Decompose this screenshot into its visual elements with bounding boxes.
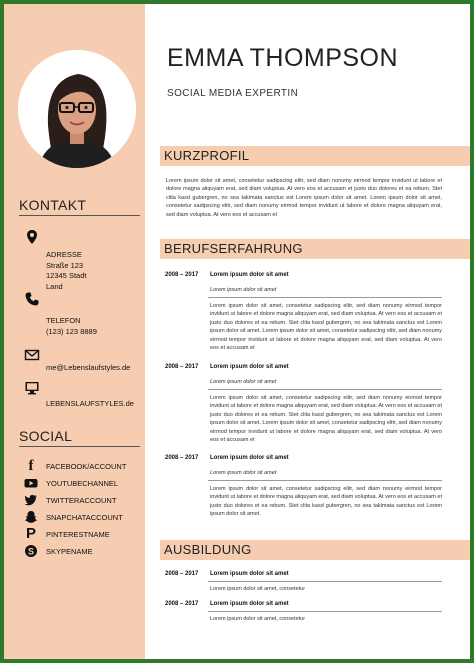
social-label: FACEBOOK/ACCOUNT [46, 462, 127, 471]
social-item-pinterest[interactable] [24, 527, 144, 541]
kurzprofil-section-header [160, 146, 470, 166]
social-item-facebook[interactable] [24, 459, 144, 473]
mail-icon [24, 347, 40, 363]
ausbildung-section-header [160, 540, 470, 560]
address-city: 12345 Stadt [46, 271, 87, 280]
education-title: Lorem ipsum dolor sit amet [210, 571, 289, 577]
education-divider [208, 611, 442, 612]
job-divider [208, 297, 442, 298]
kurzprofil-title: KURZPROFIL [164, 148, 250, 163]
website-text[interactable]: LEBENSLAUFSTYLES.de [46, 399, 134, 408]
job-date: 2008 – 2017 [165, 272, 199, 278]
job-description: Lorem ipsum dolor sit amet, consetetur sadipscing elitr, sed diam nonumy eirmod tempor invidunt ut labore et dolore magna aliquyam erat, sed diam voluptua. At vero eos et accusam et justo duo dolores et ea rebum. Stet clita kasd gubergren, no sea takimata sanctus est Lorem ipsum dolor sit amet. [210, 486, 442, 518]
snapchat-icon [24, 510, 38, 524]
job-subtitle: Lorem ipsum dolor sit amet [210, 287, 277, 293]
social-divider [19, 446, 140, 447]
job-description: Lorem ipsum dolor sit amet, consetetur sadipscing elitr, sed diam nonumy eirmod tempor invidunt ut labore et dolore magna aliquyam erat, sed diam voluptua. At vero eos et accusam et justo duo dolores et ea rebum. Stet clita kasd gubergren, no sea takimata sanctus est Lorem ipsum dolor sit amet. Lorem ipsum dolor sit amet, consetetur sadipscing elitr, sed diam nonumy eirmod tempor invidunt ut labore et dolore magna aliquyam erat, sed diam voluptua. At vero eos et accusam et [210, 395, 442, 444]
social-label: TWITTERACCOUNT [46, 496, 117, 505]
social-label: YOUTUBECHANNEL [46, 479, 119, 488]
phone-label: TELEFON [46, 316, 81, 325]
monitor-icon [24, 380, 40, 396]
address-block [46, 250, 142, 292]
kurzprofil-text: Lorem ipsum dolor sit amet, consetetur sadipscing elitr, sed diam nonumy eirmod tempor invidunt ut labore et dolore magna aliquyam erat, sed diam voluptua. At vero eos et accusam et justo duo dolores et ea rebum. Stet clita kasd gubergren, no sea takimata sanctus est Lorem ipsum dolor sit amet. Lorem ipsum dolor sit amet, consetetur sadipscing elitr, sed diam nonumy eirmod tempor invidunt ut labore et dolore magna aliquyam erat, sed diam voluptua. At vero eos et accusam et [166, 178, 442, 218]
kontakt-divider [19, 215, 140, 216]
social-label: SNAPCHATACCOUNT [46, 513, 123, 522]
candidate-name: EMMA THOMPSON [167, 44, 399, 72]
social-label: PINTERESTNAME [46, 530, 110, 539]
profile-photo [18, 50, 136, 168]
social-item-skype[interactable] [24, 544, 144, 558]
youtube-icon [24, 476, 38, 490]
address-street: Straße 123 [46, 260, 84, 270]
address-country: Land [46, 281, 63, 291]
skype-icon [24, 544, 38, 558]
job-divider [208, 480, 442, 481]
location-pin-icon [24, 229, 40, 245]
sidebar [4, 4, 145, 663]
job-divider [208, 389, 442, 390]
social-label: SKYPENAME [46, 547, 93, 556]
phone-number[interactable]: (123) 123 8889 [46, 326, 97, 336]
phone-icon [24, 291, 40, 307]
job-description: Lorem ipsum dolor sit amet, consetetur sadipscing elitr, sed diam nonumy eirmod tempor invidunt ut labore et dolore magna aliquyam erat, sed diam voluptua. At vero eos et accusam et justo duo dolores et ea rebum. Stet clita kasd gubergren, no sea takimata sanctus est Lorem ipsum dolor sit amet. Lorem ipsum dolor sit amet, consetetur sadipscing elitr, sed diam nonumy eirmod tempor invidunt ut labore et dolore magna aliquyam erat, sed diam voluptua. At vero eos et accusam et [210, 303, 442, 352]
facebook-icon: f [28, 458, 34, 474]
job-date: 2008 – 2017 [165, 455, 199, 461]
education-date: 2008 – 2017 [165, 571, 199, 577]
phone-block [46, 316, 142, 337]
job-date: 2008 – 2017 [165, 364, 199, 370]
twitter-icon [24, 493, 38, 507]
education-date: 2008 – 2017 [165, 601, 199, 607]
svg-text:S: S [27, 546, 35, 557]
social-item-youtube[interactable] [24, 476, 144, 490]
berufserfahrung-section-header [160, 239, 470, 259]
ausbildung-title: AUSBILDUNG [164, 542, 252, 557]
kontakt-heading: KONTAKT [19, 197, 87, 213]
job-subtitle: Lorem ipsum dolor sit amet [210, 379, 277, 385]
job-title: Lorem ipsum dolor sit amet [210, 364, 289, 370]
education-title: Lorem ipsum dolor sit amet [210, 601, 289, 607]
portrait-illustration [18, 50, 136, 168]
job-title: Lorem ipsum dolor sit amet [210, 455, 289, 461]
berufserfahrung-title: BERUFSERFAHRUNG [164, 241, 303, 256]
social-heading: SOCIAL [19, 428, 73, 444]
candidate-role: SOCIAL MEDIA EXPERTIN [167, 88, 299, 99]
job-subtitle: Lorem ipsum dolor sit amet [210, 470, 277, 476]
email-text[interactable]: me@Lebenslaufstyles.de [46, 363, 131, 372]
education-subtitle: Lorem ipsum dolor sit amet, consetetur [210, 586, 306, 592]
address-label: ADRESSE [46, 250, 82, 259]
social-item-snapchat[interactable] [24, 510, 144, 524]
education-divider [208, 581, 442, 582]
education-subtitle: Lorem ipsum dolor sit amet, consetetur [210, 616, 306, 622]
job-title: Lorem ipsum dolor sit amet [210, 272, 289, 278]
social-item-twitter[interactable] [24, 493, 144, 507]
pinterest-icon: P [25, 525, 36, 542]
